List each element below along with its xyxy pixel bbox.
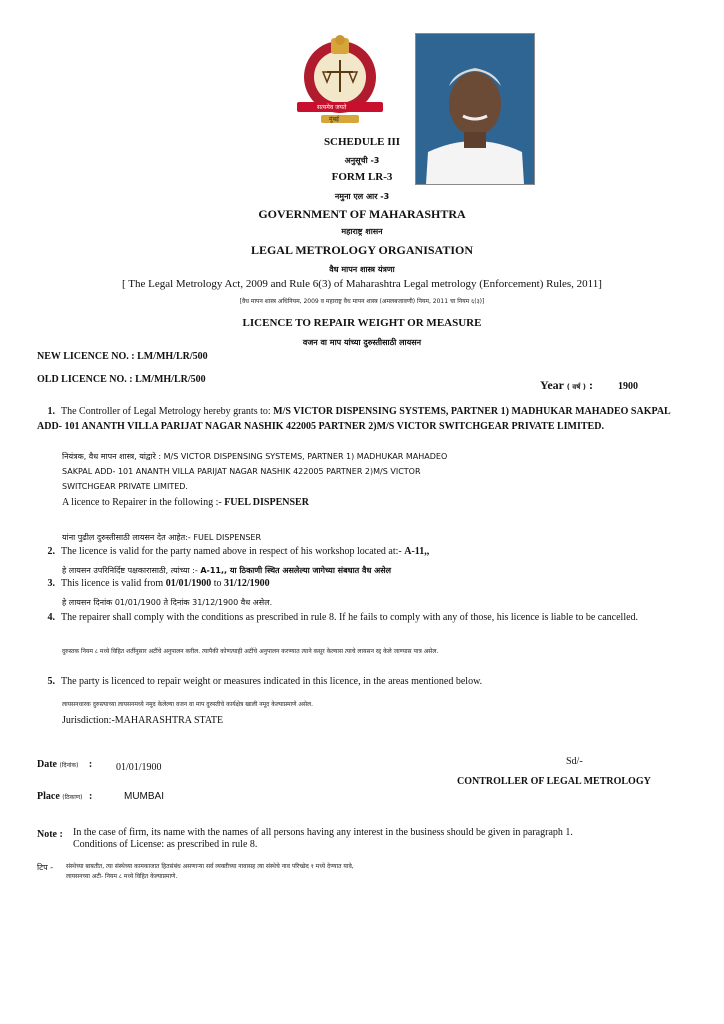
new-licence-number: NEW LICENCE NO. : LM/MH/LR/500 [37, 351, 208, 362]
clause-3 [37, 578, 270, 589]
clause-1-mr-line1 [62, 451, 447, 462]
government-title-mr: महाराष्ट्र शासन [341, 227, 383, 236]
clause-5-number: 5. [47, 676, 55, 687]
clause-3-text: This licence is valid from [61, 578, 166, 589]
place-label: Place [37, 791, 60, 802]
date-label-mr: (दिनांक) [59, 762, 79, 769]
year-label-mr: ( वर्ष ) [566, 383, 586, 391]
schedule-title-mr: अनुसूची -3 [344, 156, 380, 165]
grantee-name: M/S VICTOR DISPENSING SYSTEMS, PARTNER 1) MADHUKAR MAHADEO SAKPAL ADD- 101 ANANTH VILLA PARIJAT NAGAR NASHIK 422005 PARTNER 2)M/S VICTOR SWITCHGEAR PRIVATE LIMITED. [37, 406, 671, 432]
jurisdiction: Jurisdiction:-MAHARASHTRA STATE [62, 715, 224, 726]
emblem-icon [291, 30, 389, 126]
controller-signature: CONTROLLER OF LEGAL METROLOGY [457, 776, 651, 787]
note-label-row [37, 829, 63, 840]
place-label-mr: (ठिकाण) [62, 794, 83, 801]
clause-3-mr: हे लायसन दिनांक 01/01/1900 ते दिनांक 31/12/1900 वैध असेल. [62, 598, 273, 607]
clause-5-text: The party is licenced to repair weight or measures indicated in this licence, in the areas mentioned below. [61, 676, 483, 687]
tip-label: टिप - [37, 863, 54, 872]
clause-2-number: 2. [47, 546, 55, 557]
year-row [540, 378, 638, 393]
organisation-title: LEGAL METROLOGY ORGANISATION [250, 243, 474, 257]
clause-1-mr-prefix: नियंत्रक, वैध मापन शास्त्र, यांद्वारे : [62, 452, 164, 461]
year-colon: : [589, 378, 593, 392]
clause-5 [37, 676, 482, 687]
schedule-title: SCHEDULE III [323, 136, 401, 148]
emblem-logo [291, 30, 389, 126]
date-colon: : [88, 759, 93, 770]
clause-3-number: 3. [47, 578, 55, 589]
form-title-mr: नमुना एल आर -3 [334, 192, 390, 201]
place-colon: : [89, 791, 93, 802]
clause-5-mr: लायसनधारक दुरुस्त्याच्या लायसनमध्ये नमूद केलेल्या वजन वा माप दुरुस्तीचे कार्यक्षेत्र खाली नमूद केल्याप्रमाणे असेल. [62, 701, 314, 708]
clause-3-to-word: to [211, 578, 225, 589]
place-row [37, 791, 92, 802]
repairer-mr-prefix: यांना पुढील दुरुस्तीसाठी लायसन देत आहेत:- [62, 533, 194, 542]
clause-1-prefix: The Controller of Legal Metrology hereby grants to: [61, 406, 274, 417]
clause-1-mr-grantee-1: M/S VICTOR DISPENSING SYSTEMS, PARTNER 1) MADHUKAR MAHADEO [163, 452, 448, 461]
year-label: Year [540, 378, 564, 392]
clause-2 [37, 546, 429, 557]
clause-2-mr [62, 565, 391, 576]
date-label: Date [37, 759, 57, 770]
sd-mark: Sd/- [566, 756, 583, 767]
year-value: 1900 [618, 381, 638, 392]
clause-2-mr-location: A-11,, या ठिकाणी स्थित असलेल्या जागेच्या संबधात वैध असेल [200, 566, 392, 575]
valid-to-date: 31/12/1900 [224, 578, 270, 589]
clause-4-number: 4. [47, 612, 55, 623]
emblem-top-text: मुंबई [329, 116, 339, 123]
clause-4-mr: दुरुस्तक नियम ८ मध्ये विहित शर्तीनुसार अटींचे अनुपालन करील. त्यापैकी कोणत्याही अटींचे अनुपालन करण्यात त्याने कसूर केल्यास त्याचे लायसन रद्द केले जाण्यास पात्र असेल. [62, 648, 439, 655]
repairer-line [62, 497, 309, 508]
clause-1-mr-line3: SWITCHGEAR PRIVATE LIMITED. [62, 482, 188, 491]
date-value: 01/01/1900 [116, 762, 162, 773]
clause-2-mr-prefix: हे लायसन उपरिनिर्दिष्ट पक्षकारासाठी, त्यांच्या :- [62, 566, 201, 575]
clause-1 [37, 404, 677, 434]
clause-2-text: The licence is valid for the party named above in respect of his workshop located at:- [61, 546, 405, 557]
repairer-mr-value: FUEL DISPENSER [193, 533, 262, 542]
repairer-value: FUEL DISPENSER [224, 497, 309, 508]
act-reference: [ The Legal Metrology Act, 2009 and Rule 6(3) of Maharashtra Legal metrology (Enforcement) Rules, 2011] [122, 278, 602, 290]
clause-4-text: The repairer shall comply with the conditions as prescribed in rule 8. If he fails to comply with any of those, his licence is liable to be cancelled. [61, 612, 639, 623]
licence-title-mr: वजन वा माप यांच्या दुरुस्तीसाठी लायसन [302, 338, 422, 347]
valid-from-date: 01/01/1900 [165, 578, 212, 589]
date-row [37, 759, 92, 770]
tip-line-2: लायसनच्या अटी- नियम ८ मध्ये विहित केल्याप्रमाणे. [66, 873, 178, 880]
emblem-banner-text: सत्यमेव जयते [317, 104, 347, 111]
place-value: MUMBAI [124, 791, 164, 802]
note-line-1: In the case of firm, its name with the names of all persons having any interest in the business should be given in paragraph 1. [73, 827, 573, 838]
government-title: GOVERNMENT OF MAHARASHTRA [258, 207, 466, 221]
clause-1-mr-line2: SAKPAL ADD- 101 ANANTH VILLA PARIJAT NAGAR NASHIK 422005 PARTNER 2)M/S VICTOR [62, 467, 421, 476]
clause-4 [37, 611, 701, 624]
note-line-2: Conditions of License: as prescribed in rule 8. [73, 839, 258, 850]
form-title: FORM LR-3 [331, 171, 393, 183]
old-licence-number: OLD LICENCE NO. : LM/MH/LR/500 [37, 374, 206, 385]
act-reference-mr: [वैध मापन शास्त्र अधिनियम, 2009 व महाराष्ट्र वैध मापन शास्त्र (अमलबजावणी) नियम, 2011 चा नियम ६(३)] [239, 298, 485, 305]
workshop-location: A-11,, [404, 546, 430, 557]
licence-title: LICENCE TO REPAIR WEIGHT OR MEASURE [242, 317, 482, 329]
note-label: Note [37, 829, 57, 840]
tip-line-1: संस्थेच्या बाबतीत, त्या संस्थेच्या कामकाजात हितसंबंध असणाऱ्या सर्व व्यक्तीच्या नावासह त्या संस्थेचे नाव परिच्छेद १ मध्ये देण्यात यावे, [66, 863, 354, 870]
note-colon: : [59, 829, 63, 840]
clause-1-number: 1. [47, 406, 55, 417]
repairer-prefix: A licence to Repairer in the following :- [62, 497, 225, 508]
repairer-line-mr [62, 532, 261, 543]
organisation-title-mr: वैध मापन शास्त्र यंत्रणा [329, 265, 395, 274]
